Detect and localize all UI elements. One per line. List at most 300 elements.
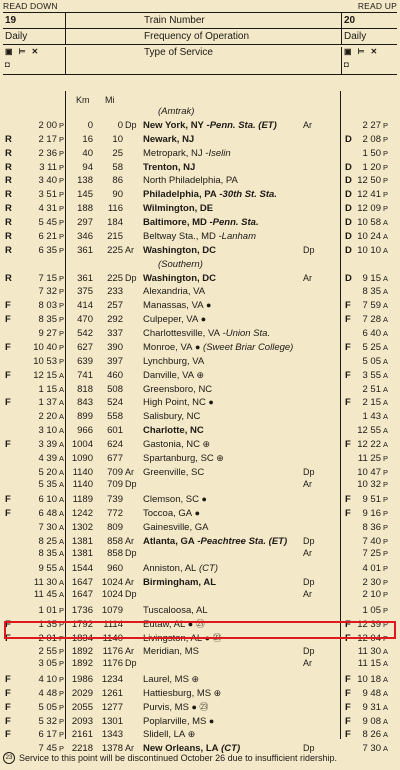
station-symbol: ⊕ <box>194 369 205 380</box>
flag-left: R <box>5 147 12 159</box>
distance-km: 2093 <box>71 715 93 727</box>
time-northbound: 9 15 <box>362 272 381 284</box>
distance-mi: 184 <box>107 217 123 228</box>
table-row <box>3 645 397 673</box>
flag-left: F <box>5 715 11 727</box>
time-northbound: 10 18 <box>357 673 381 685</box>
distance-km: 2055 <box>71 701 93 713</box>
distance-km: 375 <box>77 286 93 298</box>
arr-dep-right: Dp <box>303 577 315 588</box>
ampm-northbound: P <box>383 176 389 186</box>
service-icons-right <box>341 47 397 74</box>
station-name <box>143 576 216 590</box>
table-row <box>3 673 397 687</box>
distance-mi: 858 <box>107 547 123 559</box>
distance-km: 1834 <box>71 632 93 644</box>
ampm-southbound: P <box>59 204 65 214</box>
time-northbound: 1 05 <box>362 604 381 616</box>
ampm-southbound: A <box>59 495 65 505</box>
distance-mi: 809 <box>107 522 123 533</box>
train-number-right: 20 <box>341 13 397 28</box>
time-southbound: 2 01 <box>38 632 57 644</box>
flag-right: F <box>345 397 351 409</box>
service-type-label: Type of Service <box>65 47 341 74</box>
ampm-northbound: P <box>383 120 389 130</box>
ampm-northbound: A <box>383 674 389 684</box>
flag-left: R <box>5 203 12 215</box>
distance-km: 346 <box>77 230 93 242</box>
ampm-southbound: A <box>59 398 65 408</box>
timetable-header <box>3 12 397 75</box>
time-southbound: 6 17 <box>38 729 57 741</box>
distance-mi: 1301 <box>101 715 123 727</box>
ampm-northbound: A <box>383 730 389 740</box>
arr-dep-left: Dp <box>125 119 137 130</box>
flag-left: F <box>5 300 11 312</box>
table-row <box>3 174 397 188</box>
distance-mi: 1079 <box>101 604 123 616</box>
station-symbol: ⊕ <box>188 673 199 684</box>
train-number-left: 19 <box>5 15 17 26</box>
ampm-southbound: A <box>59 590 65 600</box>
ampm-northbound: A <box>383 301 389 311</box>
distance-km: 1090 <box>71 452 93 464</box>
dining-icon: ✕ <box>31 47 39 56</box>
distance-mi: 1277 <box>101 701 123 713</box>
table-row <box>3 396 397 410</box>
time-southbound: 7 32 <box>38 286 57 298</box>
table-row <box>3 466 397 494</box>
ampm-southbound: A <box>59 564 65 574</box>
ampm-northbound: A <box>383 398 389 408</box>
station-name-text: Meridian, MS <box>143 646 199 658</box>
time-northbound: 3 55 <box>362 369 381 381</box>
time-northbound: 11 25 <box>357 452 381 464</box>
ampm-southbound: P <box>59 134 65 144</box>
ampm-northbound: P <box>383 134 389 144</box>
time-southbound: 7 45 <box>38 743 57 755</box>
time-northbound: 2 27 <box>362 119 381 131</box>
time-northbound: 5 05 <box>362 355 381 367</box>
flag-right: F <box>345 701 351 713</box>
ampm-northbound: A <box>383 370 389 380</box>
ampm-southbound: P <box>59 674 65 684</box>
station-name <box>143 216 259 230</box>
station-name <box>143 299 211 313</box>
time-southbound: 1 15 <box>38 383 57 395</box>
time-northbound: 8 26 <box>362 729 381 741</box>
ampm-southbound: P <box>59 120 65 130</box>
distance-mi: 1343 <box>101 729 123 741</box>
service-icons-left <box>3 47 65 69</box>
distance-km: 1381 <box>71 535 93 547</box>
flag-right: D <box>345 217 352 228</box>
distance-mi: 58 <box>112 161 123 173</box>
lounge-icon: ◘ <box>344 60 349 69</box>
ampm-northbound: P <box>383 578 389 588</box>
time-southbound: 8 35 <box>38 314 57 326</box>
station-name <box>143 383 212 397</box>
time-southbound: 4 31 <box>38 203 57 215</box>
ampm-northbound: A <box>383 744 389 754</box>
arr-dep-left: Ar <box>125 743 134 754</box>
table-row <box>3 687 397 701</box>
time-southbound: 6 48 <box>38 508 57 520</box>
timetable-body <box>3 91 397 756</box>
time-southbound: 3 11 <box>39 161 57 173</box>
distance-mi: 858 <box>107 535 123 547</box>
station-name <box>143 604 208 618</box>
distance-mi: 116 <box>107 203 123 215</box>
time-southbound: 6 21 <box>38 230 57 242</box>
distance-mi: 1114 <box>103 618 123 630</box>
ampm-southbound: A <box>59 467 65 477</box>
station-name <box>143 438 210 452</box>
station-name-text: Anniston, AL <box>143 563 197 575</box>
time-southbound: 7 15 <box>38 272 57 284</box>
station-name-text: Newark, NJ <box>143 133 195 145</box>
ampm-southbound: P <box>59 287 65 297</box>
arr-dep-right: Dp <box>303 466 315 477</box>
distance-km: 188 <box>77 203 93 215</box>
distance-km: 138 <box>77 175 93 187</box>
station-name <box>143 355 204 369</box>
station-name <box>143 715 214 729</box>
distance-mi: 709 <box>107 478 123 490</box>
time-southbound: 5 20 <box>38 466 57 478</box>
distance-mi: 601 <box>107 425 123 437</box>
station-name <box>143 645 199 659</box>
station-name-text: Manassas, VA <box>143 300 204 312</box>
station-name <box>143 202 213 216</box>
station-name-text: Birmingham, AL <box>143 577 217 589</box>
ampm-northbound: P <box>383 536 389 546</box>
ampm-northbound: P <box>383 453 389 463</box>
distance-km: 2029 <box>71 687 93 699</box>
station-name <box>143 452 224 466</box>
flag-left: F <box>5 439 11 450</box>
time-northbound: 9 51 <box>362 494 381 506</box>
station-name <box>143 507 200 521</box>
time-northbound: 12 22 <box>357 439 381 450</box>
station-symbol: ● ㉓ <box>202 632 222 643</box>
table-row <box>3 285 397 299</box>
table-row <box>3 105 397 119</box>
time-northbound: 12 09 <box>357 203 381 215</box>
distance-mi: 390 <box>107 341 123 353</box>
lounge-icon: ◘ <box>5 60 10 69</box>
distance-mi: 257 <box>107 300 123 312</box>
station-symbol: ⊕ <box>200 439 211 449</box>
ampm-southbound: A <box>59 523 65 532</box>
time-southbound: 3 51 <box>38 189 57 201</box>
distance-km: 361 <box>77 272 93 284</box>
distance-km: 899 <box>77 411 93 423</box>
station-symbol: ● ㉓ <box>188 701 209 712</box>
distance-mi: 1176 <box>102 646 123 658</box>
distance-km: 818 <box>77 383 93 395</box>
distance-mi: 1234 <box>101 673 123 685</box>
distance-km: 1381 <box>71 547 93 559</box>
distance-km: 470 <box>77 314 93 326</box>
table-row <box>3 701 397 715</box>
ampm-northbound: A <box>383 659 389 669</box>
station-symbol: ● <box>198 494 207 505</box>
table-row <box>3 161 397 175</box>
table-row <box>3 299 397 313</box>
flag-right: F <box>345 300 351 312</box>
distance-mi: 292 <box>107 314 123 326</box>
station-name-text: Livingston, AL <box>143 632 203 644</box>
station-detail: (Sweet Briar College) <box>200 341 294 353</box>
ampm-southbound: P <box>59 148 65 158</box>
railroad-label <box>158 105 194 119</box>
time-southbound: 1 37 <box>38 397 57 409</box>
flag-left: R <box>5 272 12 284</box>
time-southbound: 1 01 <box>38 604 57 616</box>
flag-left: F <box>5 397 11 409</box>
time-northbound: 2 51 <box>362 383 381 395</box>
flag-right: F <box>345 494 351 506</box>
ampm-southbound: P <box>59 744 65 754</box>
flag-left: F <box>5 632 11 644</box>
sleeper-icon: ⊨ <box>357 47 365 56</box>
arr-dep-left: Dp <box>125 589 137 600</box>
flag-left: R <box>5 244 12 256</box>
distance-km: 1302 <box>71 522 93 533</box>
station-name <box>143 313 206 327</box>
ampm-southbound: A <box>59 426 65 436</box>
station-name-text: New Orleans, LA <box>143 743 219 755</box>
station-name <box>143 673 199 687</box>
table-row <box>3 355 397 369</box>
station-name <box>143 424 204 438</box>
table-row <box>3 521 397 535</box>
time-northbound: 2 10 <box>362 589 381 601</box>
station-name <box>143 244 216 258</box>
time-southbound: 7 30 <box>38 522 57 533</box>
table-row <box>3 493 397 507</box>
ampm-northbound: P <box>383 204 389 214</box>
arr-dep-left: Dp <box>125 547 137 558</box>
time-northbound: 12 55 <box>357 425 381 437</box>
ampm-northbound: P <box>383 605 389 615</box>
table-row <box>3 216 397 230</box>
ampm-northbound: P <box>383 467 389 477</box>
table-row <box>3 728 397 742</box>
time-southbound: 8 35 <box>38 547 57 559</box>
flag-left: F <box>5 314 11 326</box>
flag-left: F <box>5 508 11 520</box>
distance-mi: 624 <box>107 439 123 450</box>
time-northbound: 10 47 <box>357 466 381 478</box>
ampm-southbound: P <box>59 315 65 325</box>
distance-km: 297 <box>77 217 93 228</box>
station-name-text: Greensboro, NC <box>143 383 213 395</box>
station-name <box>143 230 256 244</box>
station-detail: -Penn. Sta. <box>206 217 259 228</box>
station-symbol: ⊕ <box>211 687 222 698</box>
time-northbound: 7 59 <box>362 300 381 312</box>
flag-left: F <box>5 729 11 741</box>
ampm-southbound: A <box>59 548 65 558</box>
ampm-northbound: A <box>383 426 389 436</box>
time-northbound: 9 08 <box>362 715 381 727</box>
time-southbound: 11 30 <box>33 577 57 589</box>
distance-km: 145 <box>77 189 93 201</box>
table-row <box>3 576 397 604</box>
table-row <box>3 507 397 521</box>
ampm-southbound: P <box>59 730 65 740</box>
flag-right: D <box>345 272 352 284</box>
flag-left: F <box>5 369 11 381</box>
ampm-southbound: A <box>59 384 65 394</box>
distance-mi: 1261 <box>101 687 123 699</box>
station-name <box>143 174 238 188</box>
ampm-southbound: P <box>59 218 65 227</box>
reserved-coach-icon: ▣ <box>5 47 13 56</box>
table-row <box>3 562 397 576</box>
time-northbound: 9 31 <box>362 701 381 713</box>
flag-left: F <box>5 701 11 713</box>
station-name <box>143 410 200 424</box>
flag-right: D <box>345 244 352 256</box>
table-row <box>3 604 397 618</box>
station-symbol: ● <box>192 341 201 352</box>
time-southbound: 10 53 <box>33 355 57 367</box>
distance-km: 1544 <box>71 563 93 575</box>
time-southbound: 2 17 <box>38 133 57 145</box>
arr-dep-left: Ar <box>125 244 134 255</box>
station-name-text: Gainesville, GA <box>143 522 209 533</box>
arr-dep-right: Ar <box>303 658 312 669</box>
flag-right: D <box>345 133 352 145</box>
distance-km: 16 <box>82 133 93 145</box>
station-detail: -Union Sta. <box>219 328 271 339</box>
flag-left: F <box>5 673 11 685</box>
distance-km: 1004 <box>71 439 93 450</box>
distance-km: 1892 <box>71 646 93 658</box>
flag-left: F <box>5 687 11 699</box>
ampm-southbound: A <box>59 479 65 489</box>
station-name-text: Lynchburg, VA <box>143 355 205 367</box>
ampm-northbound: A <box>383 273 389 283</box>
ampm-northbound: A <box>383 342 389 352</box>
distance-km: 542 <box>77 328 93 339</box>
flag-left: R <box>5 133 12 145</box>
time-southbound: 5 35 <box>38 478 57 490</box>
station-name <box>143 535 287 549</box>
station-name-text: Toccoa, GA <box>143 508 193 520</box>
ampm-southbound: P <box>59 619 65 629</box>
distance-mi: 508 <box>107 383 123 395</box>
distance-km: 414 <box>77 300 93 312</box>
station-name-text: Slidell, LA <box>143 729 186 741</box>
highlight-box-livingston <box>4 618 396 639</box>
flag-right: F <box>345 439 351 450</box>
distance-km: 2161 <box>71 729 93 741</box>
distance-mi: 709 <box>107 466 123 478</box>
ampm-northbound: P <box>383 619 389 629</box>
ampm-southbound: P <box>59 356 65 366</box>
time-northbound: 2 30 <box>362 577 381 589</box>
table-row <box>3 313 397 327</box>
distance-km: 1892 <box>71 658 93 670</box>
station-name <box>143 133 194 147</box>
arr-dep-right: Ar <box>303 589 312 600</box>
table-row <box>3 147 397 161</box>
station-name-text: (Amtrak) <box>158 106 195 117</box>
ampm-southbound: A <box>59 440 65 449</box>
time-southbound: 8 25 <box>38 535 57 547</box>
flag-right: D <box>345 161 352 173</box>
arr-dep-right: Dp <box>303 244 315 255</box>
station-name-text: Danville, VA <box>143 369 195 381</box>
distance-mi: 1176 <box>102 658 123 670</box>
distance-km: 40 <box>82 147 93 159</box>
table-row <box>3 202 397 216</box>
distance-km: 94 <box>82 161 93 173</box>
station-name-text: New York, NY <box>143 119 204 131</box>
ampm-southbound: P <box>59 176 65 186</box>
time-southbound: 4 39 <box>38 452 57 464</box>
arr-dep-left: Ar <box>125 646 134 657</box>
km-header: Km <box>76 95 90 105</box>
time-northbound: 7 25 <box>362 547 381 559</box>
table-row <box>3 272 397 286</box>
arr-dep-left: Dp <box>125 658 137 669</box>
arr-dep-right: Ar <box>303 547 312 558</box>
station-name <box>143 562 218 576</box>
time-southbound: 6 10 <box>38 494 57 506</box>
distance-km: 1792 <box>71 618 93 630</box>
time-southbound: 3 10 <box>38 425 57 437</box>
station-name-text: Metropark, NJ <box>143 147 203 159</box>
arr-dep-right: Ar <box>303 119 312 130</box>
table-row <box>3 438 397 452</box>
arr-dep-left: Ar <box>125 577 134 588</box>
ampm-southbound: P <box>59 702 65 712</box>
flag-right: F <box>345 508 351 520</box>
station-name-text: Laurel, MS <box>143 673 189 685</box>
station-symbol: ● <box>198 314 207 325</box>
station-name-text: Greenville, SC <box>143 466 205 478</box>
ampm-northbound: A <box>383 356 389 366</box>
distance-mi: 86 <box>112 175 123 187</box>
time-southbound: 2 36 <box>38 147 57 159</box>
read-up-label: READ UP <box>357 1 397 11</box>
station-name-text: Charlotte, NC <box>143 425 204 437</box>
ampm-northbound: A <box>383 384 389 394</box>
station-name-text: Washington, DC <box>143 272 216 284</box>
flag-right: F <box>345 715 351 727</box>
train-number-label: Train Number <box>65 13 341 28</box>
ampm-southbound: P <box>59 162 65 172</box>
time-southbound: 5 05 <box>38 701 57 713</box>
station-name-text: (Southern) <box>158 258 203 270</box>
table-row <box>3 452 397 466</box>
time-northbound: 4 01 <box>362 563 381 575</box>
station-name <box>143 147 231 161</box>
time-northbound: 7 28 <box>362 314 381 326</box>
flag-left: R <box>5 175 12 187</box>
station-symbol: ● <box>192 508 201 519</box>
table-row <box>3 535 397 563</box>
station-name-text: Gastonia, NC <box>143 439 201 450</box>
ampm-northbound: A <box>383 329 389 338</box>
distance-mi: 677 <box>107 452 123 464</box>
distance-mi: 524 <box>107 397 123 409</box>
